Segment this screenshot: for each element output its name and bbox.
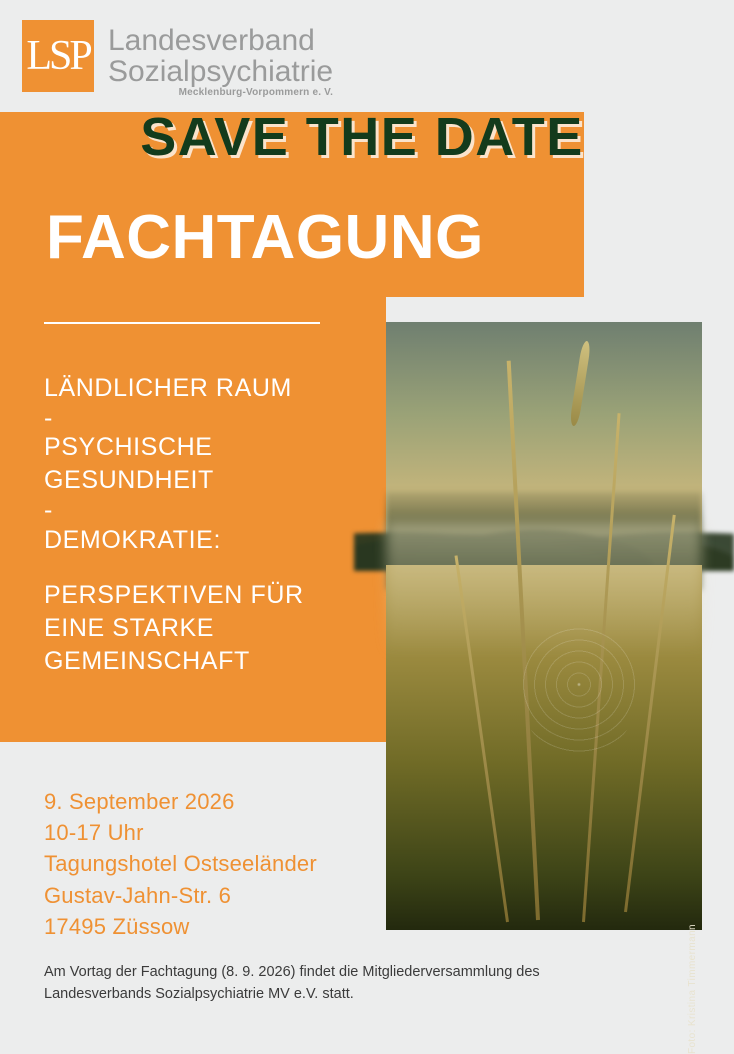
save-the-date-headline: SAVE THE DATE — [140, 107, 584, 167]
topic-line-1: LÄNDLICHER RAUM — [44, 374, 292, 402]
logo-mark — [22, 20, 94, 92]
topic-line-4c: GEMEINSCHAFT — [44, 646, 250, 675]
event-venue: Tagungshotel Ostseeländer — [44, 851, 317, 877]
event-city: 17495 Züssow — [44, 913, 190, 939]
photo-mist — [386, 523, 702, 657]
footnote — [44, 962, 694, 1006]
page-title: FACHTAGUNG — [46, 203, 484, 272]
logo-monogram: LSP — [26, 33, 90, 79]
logo-line-3: Mecklenburg-Vorpommern e. V. — [178, 87, 334, 99]
event-time: 10-17 Uhr — [44, 820, 144, 846]
topic-dash-2: - — [44, 496, 53, 525]
topic-dash-1: - — [44, 404, 53, 432]
meadow-photo — [386, 322, 702, 1054]
event-date: 9. September 2026 — [44, 789, 235, 814]
topic-line-2a: PSYCHISCHE — [44, 433, 213, 462]
event-street: Gustav-Jahn-Str. 6 — [44, 882, 232, 908]
topic-line-4b: EINE STARKE — [44, 613, 215, 642]
topic-spacer — [44, 557, 374, 579]
logo-line-2: Sozialpsychiatrie — [108, 54, 334, 88]
photo-credit: Foto: Kristina Timmermann — [687, 924, 698, 1054]
topic-line-2b: GESUNDHEIT — [44, 466, 214, 495]
logo-wordmark — [108, 26, 333, 98]
event-details — [44, 786, 317, 942]
spider-web — [519, 626, 639, 756]
topic-line-3: DEMOKRATIE: — [44, 525, 221, 554]
footnote-line-1: Am Vortag der Fachtagung (8. 9. 2026) findet die Mitgliederversammlung des — [44, 964, 540, 980]
topic-line-4a: PERSPEKTIVEN FÜR — [44, 580, 304, 609]
logo-line-1: Landesverband — [108, 24, 315, 57]
footnote-line-2: Landesverbands Sozialpsychiatrie MV e.V. statt. — [44, 985, 354, 1002]
divider — [44, 322, 320, 324]
logo — [22, 20, 333, 98]
topic-block — [44, 372, 374, 678]
